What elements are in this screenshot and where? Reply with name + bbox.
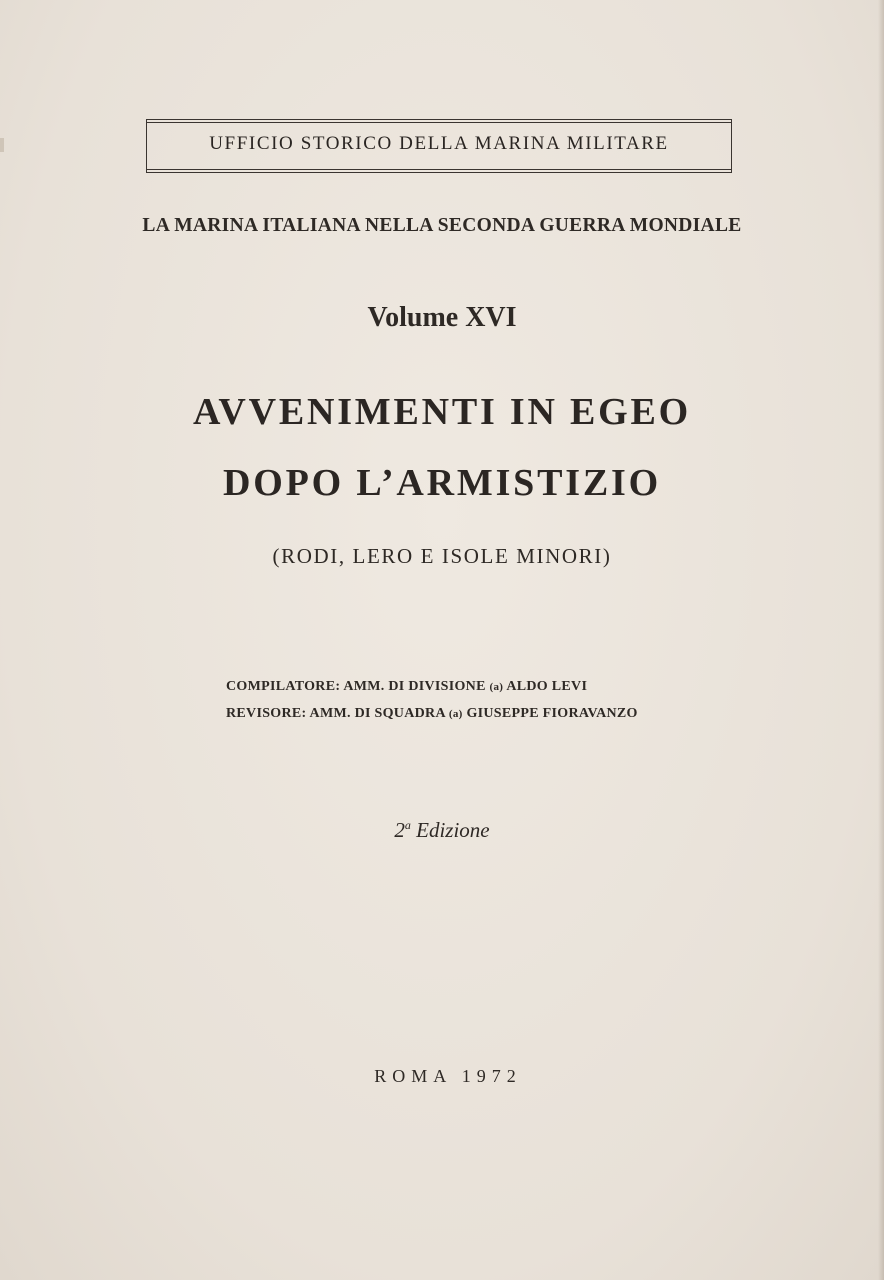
compiler-credit <box>226 679 587 695</box>
subtitle: (RODI, LERO E ISOLE MINORI) <box>272 544 612 568</box>
reviser-rank: AMM. DI SQUADRA <box>309 706 446 721</box>
edition-superscript: a <box>404 818 411 832</box>
compiler-note: (a) <box>489 681 504 693</box>
compiler-name: ALDO LEVI <box>506 679 588 694</box>
main-title-line-2: DOPO L’ARMISTIZIO <box>223 462 661 504</box>
edition-label: Edizione <box>416 818 490 842</box>
reviser-name: GIUSEPPE FIORAVANZO <box>466 706 638 721</box>
box-rule-top-inner <box>147 122 731 123</box>
box-rule-bottom-outer <box>147 172 731 173</box>
box-rule-bottom-inner <box>147 169 731 170</box>
reviser-role: REVISORE: <box>226 706 307 721</box>
imprint: ROMA 1972 <box>374 1066 522 1086</box>
compiler-role: COMPILATORE: <box>226 679 341 694</box>
series-title: LA MARINA ITALIANA NELLA SECONDA GUERRA MONDIALE <box>142 215 742 236</box>
publisher-label: UFFICIO STORICO DELLA MARINA MILITARE <box>209 133 669 154</box>
compiler-rank: AMM. DI DIVISIONE <box>343 679 486 694</box>
reviser-credit <box>226 706 638 722</box>
publisher-box <box>146 119 732 173</box>
paper-edge-mark <box>0 138 4 152</box>
box-rule-top-outer <box>147 119 731 120</box>
edition <box>0 818 884 843</box>
reviser-note: (a) <box>448 708 463 720</box>
main-title-line-1: AVVENIMENTI IN EGEO <box>192 391 692 433</box>
edition-number: 2 <box>394 818 405 842</box>
volume-number: Volume XVI <box>367 302 517 333</box>
